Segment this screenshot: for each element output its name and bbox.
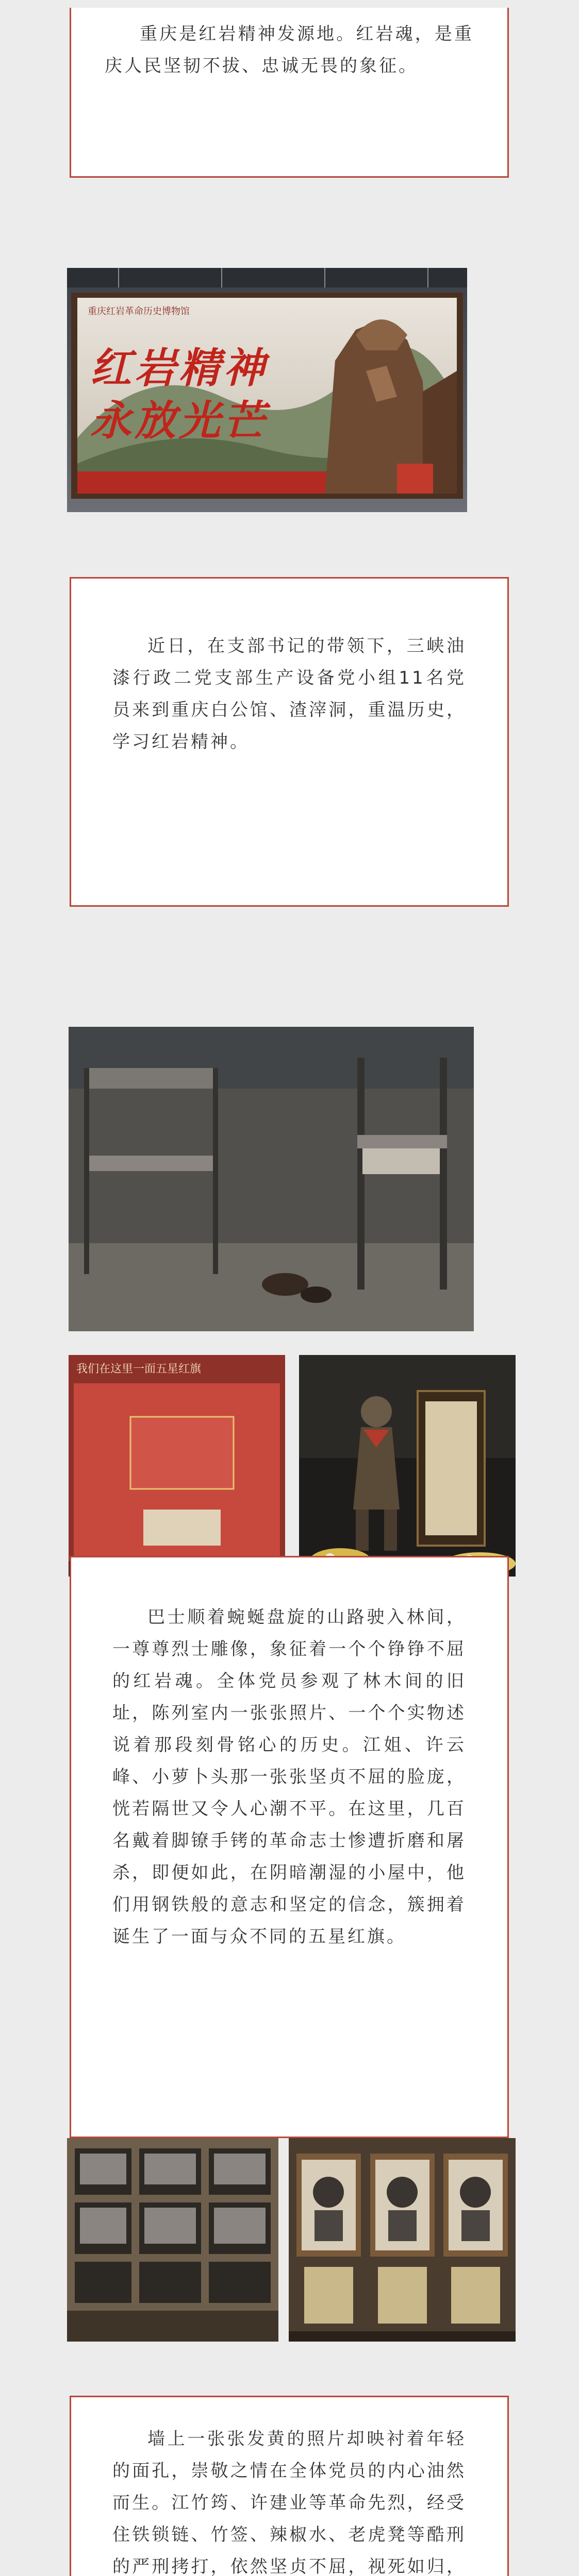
portraits-svg bbox=[289, 2138, 516, 2342]
exhibit-panel-image bbox=[69, 1355, 285, 1577]
section3-text: 墙上一张张发黄的照片却映衬着年轻的面孔，崇敬之情在全体党员的内心油然而生。江竹筠、许建业等革命先烈，经受住铁锁链、竹签、辣椒水、老虎凳等酷刑的严刑拷打，依然坚贞不屈，视死如归， bbox=[112, 2429, 466, 2576]
exhibit-panel-title: 我们在这里一面五星红旗 bbox=[76, 1363, 202, 1376]
section2-card bbox=[70, 1556, 509, 2138]
photo-wall-image bbox=[67, 2138, 278, 2342]
section2-text: 巴士顺着蜿蜒盘旋的山路驶入林间，一尊尊烈士雕像，象征着一个个铮铮不屈的红岩魂。全体党员参观了林木间的旧址，陈列室内一张张照片、一个个实物述说着那段刻骨铭心的历史。江姐、许云峰、小萝卜头那一张张坚贞不屈的脸庞，恍若隔世又令人心潮不平。在这里，几百名戴着脚镣手铐的革命志士惨遭折磨和屠杀，即便如此，在阴暗潮湿的小屋中，他们用钢铁般的意志和坚定的信念，簇拥着诞生了一面与众不同的五星红旗。 bbox=[112, 1607, 466, 1947]
exhibit-panel-photo bbox=[69, 1355, 285, 1577]
banner-title-line1: 红岩精神 bbox=[90, 344, 268, 392]
photo-wall-svg bbox=[67, 2138, 278, 2342]
intro-text: 重庆是红岩精神发源地。红岩魂，是重庆人民坚韧不拔、忠诚无畏的象征。 bbox=[105, 24, 474, 76]
banner-title-line2: 永放光芒 bbox=[90, 396, 268, 445]
cell-photo bbox=[69, 1027, 474, 1331]
section1-text: 近日，在支部书记的带领下，三峡油漆行政二党支部生产设备党小组11名党员来到重庆白公馆、渣滓洞，重温历史，学习红岩精神。 bbox=[112, 636, 466, 752]
banner-photo bbox=[67, 268, 467, 512]
statue-image bbox=[299, 1355, 516, 1577]
banner-top-line: 重庆红岩革命历史博物馆 bbox=[88, 306, 190, 317]
intro-card bbox=[70, 8, 509, 178]
statue-photo bbox=[299, 1355, 516, 1577]
section1-card bbox=[70, 577, 509, 907]
portraits-image bbox=[289, 2138, 516, 2342]
cell-photo-image bbox=[69, 1027, 474, 1331]
section3-card bbox=[70, 2396, 509, 2576]
